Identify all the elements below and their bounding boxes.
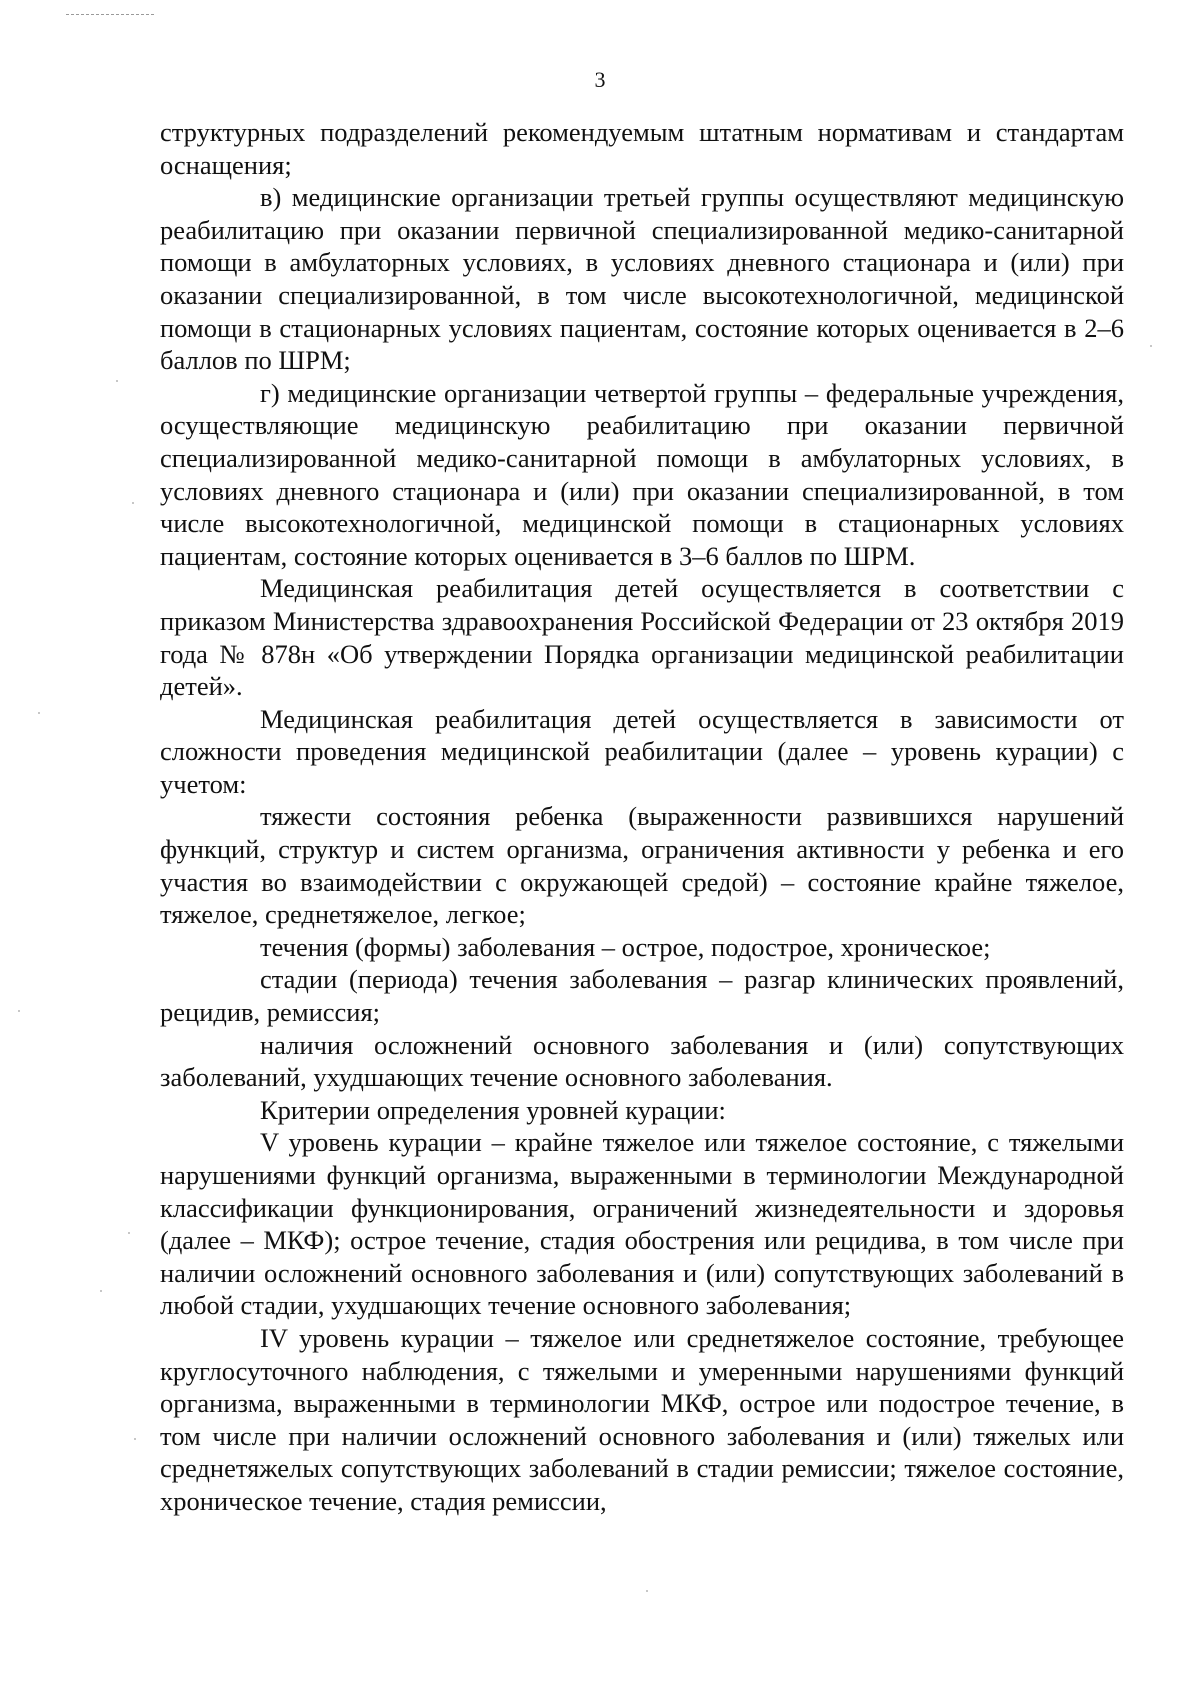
paragraph: в) медицинские организации третьей группы осуществляют медицинскую реабилитацию при оказании первичной специализированной медико-санитарной помощи в амбулаторных условиях, в условиях дневного стационара и (или) при оказании специализированной, в том числе высокотехнологичной, медицинской помощи в стационарных условиях пациентам, состояние которых оценивается в 2–6 баллов по ШРМ;	[160, 182, 1124, 376]
scan-speck	[1150, 345, 1152, 347]
scan-speck	[646, 1590, 648, 1592]
paragraph: IV уровень курации – тяжелое или среднетяжелое состояние, требующее круглосуточного наблюдения, с тяжелыми и умеренными нарушениями функций организма, выраженными в терминологии МКФ, острое или подострое течение, в том числе при наличии осложнений основного заболевания и (или) тяжелых или среднетяжелых сопутствующих заболеваний в стадии ремиссии; тяжелое состояние, хроническое течение, стадия ремиссии,	[160, 1322, 1124, 1516]
page-number: 3	[594, 67, 606, 92]
paragraph: течения (формы) заболевания – острое, подострое, хроническое;	[260, 931, 991, 962]
paragraph: V уровень курации – крайне тяжелое или тяжелое состояние, с тяжелыми нарушениями функций организма, выраженными в терминологии Международной классификации функционирования, ограничений жизнедеятельности и здоровья (далее – МКФ); острое течение, стадия обострения или рецидива, в том числе при наличии осложнений основного заболевания и (или) сопутствующих заболеваний в любой стадии, ухудшающих течение основного заболевания;	[160, 1127, 1124, 1321]
scan-speck	[132, 502, 134, 504]
paragraph: стадии (периода) течения заболевания – разгар клинических проявлений, рецидив, ремиссия;	[160, 964, 1124, 1028]
paragraph: Критерии определения уровней курации:	[260, 1094, 726, 1125]
scan-speck	[116, 380, 118, 382]
scan-speck	[18, 1010, 20, 1012]
document-body	[160, 116, 1124, 1518]
paragraph: Медицинская реабилитация детей осуществляется в зависимости от сложности проведения медицинской реабилитации (далее – уровень курации) с учетом:	[160, 703, 1124, 799]
scan-speck	[128, 1232, 130, 1234]
scan-corner-mark	[66, 14, 154, 15]
scan-speck	[134, 1438, 136, 1440]
paragraph: тяжести состояния ребенка (выраженности развившихся нарушений функций, структур и систем организма, ограничения активности у ребенка и его участия во взаимодействии с окружающей средой) – состояние крайне тяжелое, тяжелое, среднетяжелое, легкое;	[160, 801, 1124, 930]
scan-speck	[38, 712, 40, 714]
paragraph: г) медицинские организации четвертой группы – федеральные учреждения, осуществляющие медицинскую реабилитацию при оказании первичной специализированной медико-санитарной помощи в амбулаторных условиях, в условиях дневного стационара и (или) при оказании специализированной, в том числе высокотехнологичной, медицинской помощи в стационарных условиях пациентам, состояние которых оценивается в 3–6 баллов по ШРМ.	[160, 377, 1124, 571]
paragraph: структурных подразделений рекомендуемым штатным нормативам и стандартам оснащения;	[160, 117, 1124, 180]
paragraph: Медицинская реабилитация детей осуществляется в соответствии с приказом Министерства здравоохранения Российской Федерации от 23 октября 2019 года № 878н «Об утверждении Порядка организации медицинской реабилитации детей».	[160, 573, 1124, 702]
scan-speck	[100, 1290, 102, 1292]
paragraph: наличия осложнений основного заболевания и (или) сопутствующих заболеваний, ухудшающих течение основного заболевания.	[160, 1029, 1124, 1093]
